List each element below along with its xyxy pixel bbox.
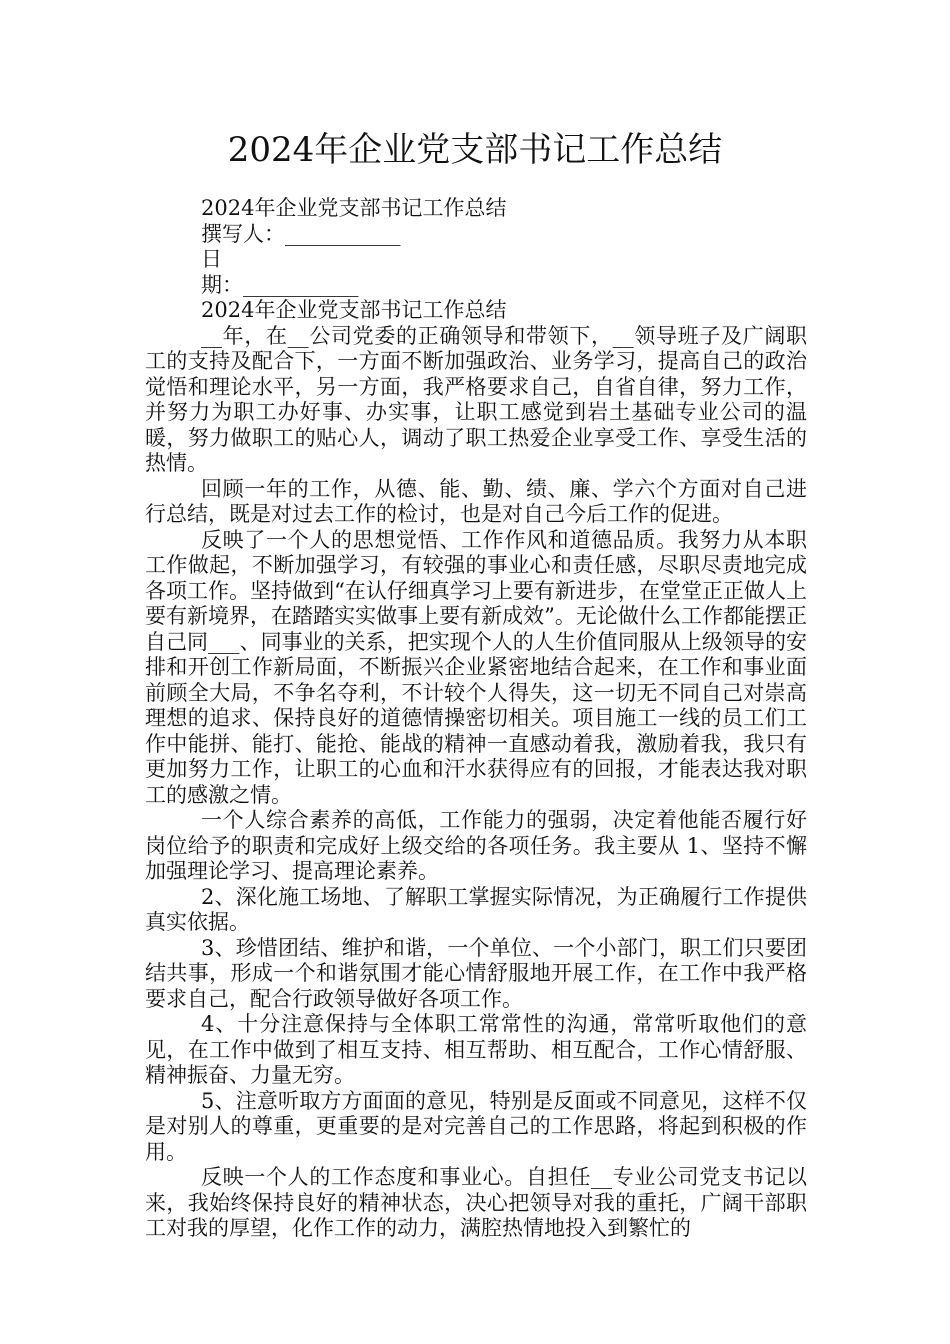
paragraph-7: 4、十分注意保持与全体职工常常性的沟通，常常听取他们的意见，在工作中做到了相互支持、相互帮助、相互配合，工作心情舒服、精神振奋、力量无穷。: [145, 1012, 807, 1087]
subtitle-line: 2024年企业党支部书记工作总结: [201, 196, 507, 220]
date-value-line: 期：___________: [201, 272, 359, 297]
paragraph-1: __年，在__公司党委的正确领导和带领下，__领导班子及广阔职工的支持及配合下，一方面不断加强政治、业务学习，提高自己的政治觉悟和理论水平，另一方面，我严格要求自己，自省自律，努力工作，并努力为职工办好事、办实事，让职工感觉到岩土基础专业公司的温暖，努力做职工的贴心人，调动了职工热爱企业享受工作、享受生活的热情。: [145, 323, 807, 475]
paragraph-8: 5、注意听取方方面面的意见，特别是反面或不同意见，这样不仅是对别人的尊重，更重要的是对完善自己的工作思路，将起到积极的作用。: [145, 1088, 807, 1164]
paragraph-3: 反映了一个人的思想觉悟、工作作风和道德品质。我努力从本职工作做起，不断加强学习，有较强的事业心和责任感，尽职尽责地完成各项工作。坚持做到“在认仔细真学习上要有新进步，在堂堂正正做人上要有新境界，在踏踏实实做事上要有新成效”。无论做什么工作都能摆正自己同___、同事业的关系，把实现个人的人生价值同服从上级领导的安排和开创工作新局面，不断振兴企业紧密地结合起来，在工作和事业面前顾全大局，不争名夺利，不计较个人得失，这一切无不同自己对崇高理想的追求、保持良好的道德情操密切相关。项目施工一线的员工们工作中能拼、能打、能抢、能战的精神一直感动着我，激励着我，我只有更加努力工作，让职工的心血和汗水获得应有的回报，才能表达我对职工的感激之情。: [145, 527, 807, 807]
paragraph-6: 3、珍惜团结、维护和谐，一个单位、一个小部门，职工们只要团结共事，形成一个和谐氛围才能心情舒服地开展工作，在工作中我严格要求自己，配合行政领导做好各项工作。: [145, 935, 807, 1011]
document-title: 2024年企业党支部书记工作总结: [227, 130, 723, 170]
section-heading-line: 2024年企业党支部书记工作总结: [201, 298, 507, 322]
paragraph-5: 2、深化施工场地、了解职工掌握实际情况，为正确履行工作提供真实依据。: [145, 884, 807, 934]
author-line: 撰写人：___________: [201, 221, 401, 246]
paragraph-4: 一个人综合素养的高低，工作能力的强弱，决定着他能否履行好岗位给予的职责和完成好上级交给的各项任务。我主要从 1、坚持不懈加强理论学习、提高理论素养。: [145, 808, 807, 883]
paragraph-2: 回顾一年的工作，从德、能、勤、绩、廉、学六个方面对自己进行总结，既是对过去工作的检讨，也是对自己今后工作的促进。: [145, 476, 807, 526]
document-body: [145, 196, 807, 1242]
date-label-line: 日: [201, 247, 222, 271]
paragraph-9: 反映一个人的工作态度和事业心。自担任__专业公司党支书记以来，我始终保持良好的精神状态，决心把领导对我的重托，广阔干部职工对我的厚望，化作工作的动力，满腔热情地投入到繁忙的: [145, 1165, 807, 1240]
